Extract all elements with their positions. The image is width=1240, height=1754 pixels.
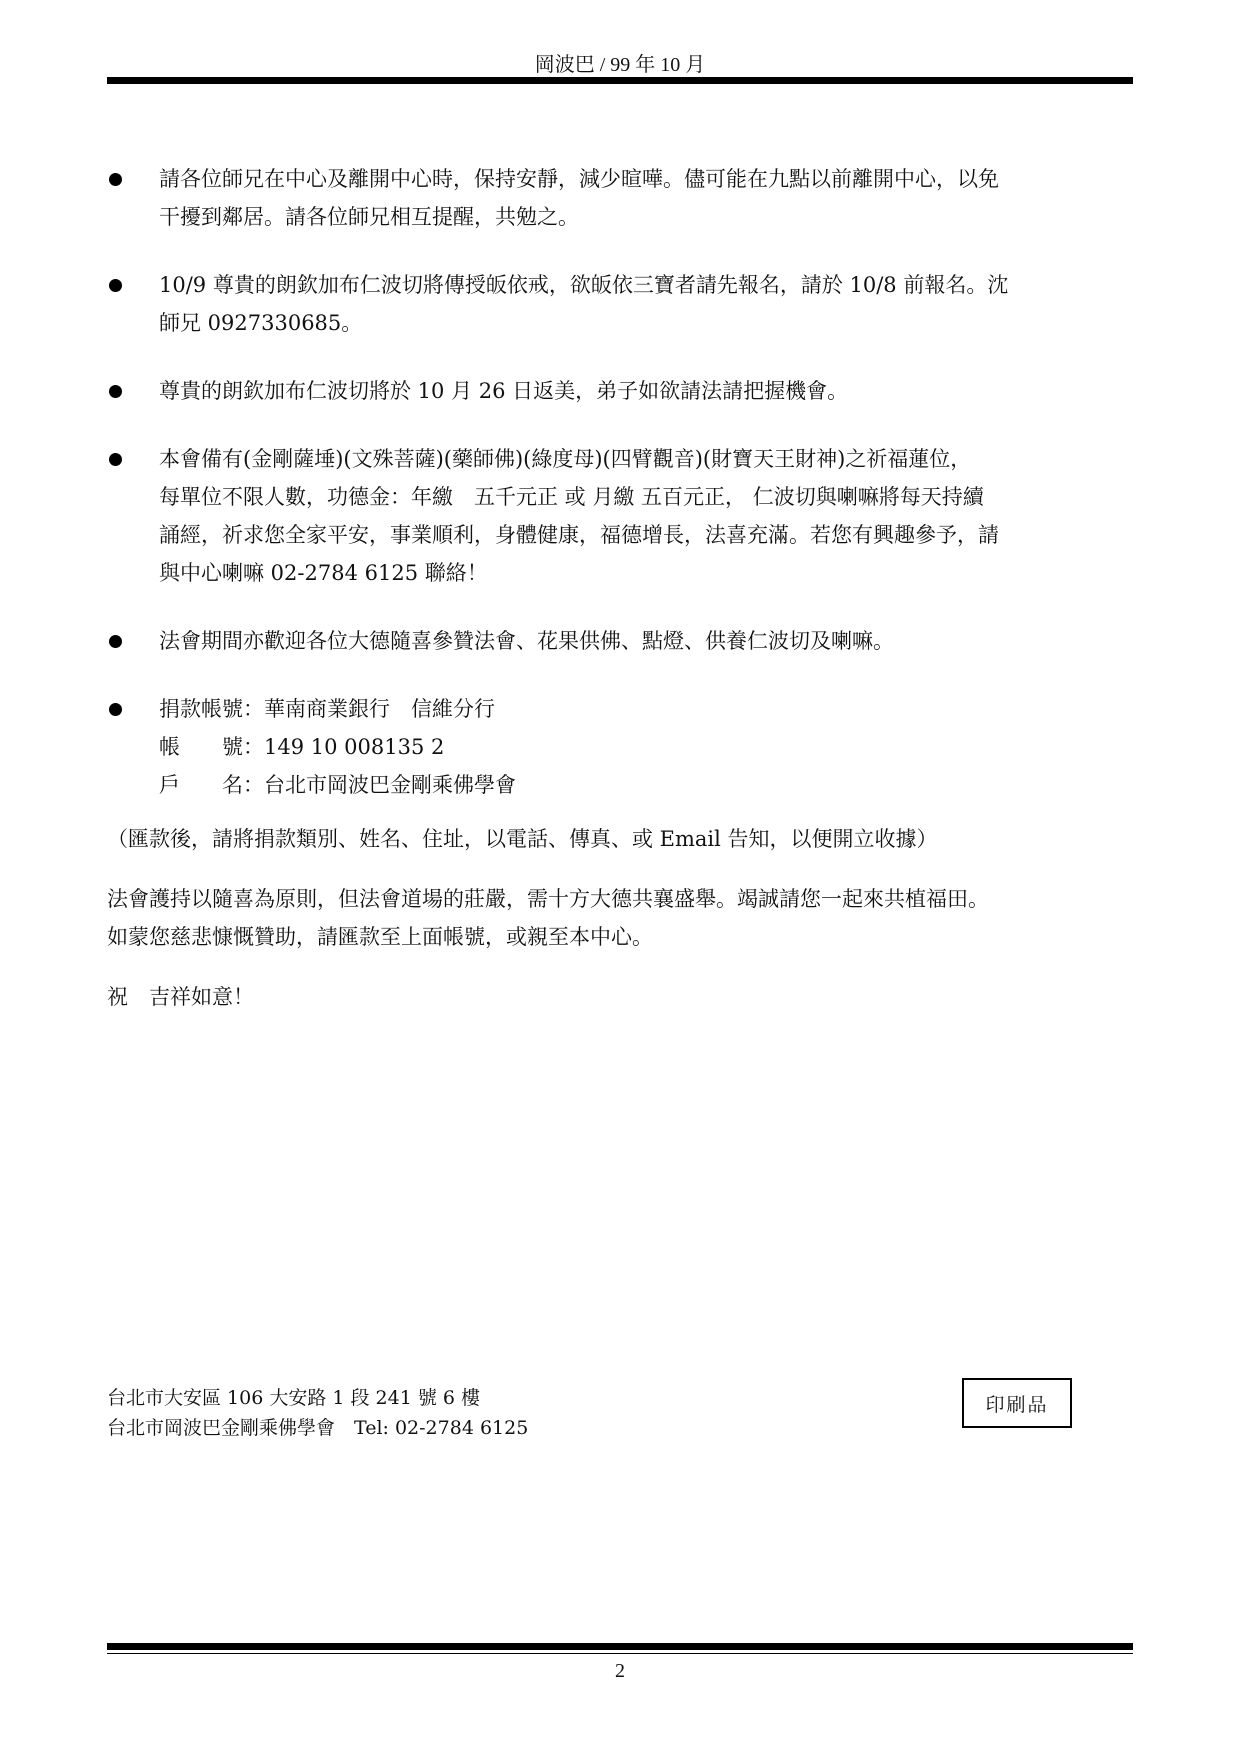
bullet-icon (109, 453, 122, 466)
address-line: 台北市岡波巴金剛乘佛學會 Tel: 02-2784 6125 (107, 1417, 529, 1439)
bullet-item-quiet (107, 160, 1147, 236)
account-holder: 戶 名：台北市岡波巴金剛乘佛學會 (159, 773, 516, 797)
bullet-line: 與中心喇嘛 02-2784 6125 聯絡！ (159, 561, 488, 585)
bullet-icon (109, 385, 122, 398)
bullet-line: 本會備有(金剛薩埵)(文殊菩薩)(藥師佛)(綠度母)(四臂觀音)(財寶天王財神)之祈福蓮位， (159, 447, 972, 471)
support-line: 法會護持以隨喜為原則，但法會道場的莊嚴，需十方大德共襄盛舉。竭誠請您一起來共植福田。 (107, 887, 989, 911)
footer-rule-thin (107, 1653, 1133, 1654)
address-line: 台北市大安區 106 大安路 1 段 241 號 6 樓 (107, 1387, 481, 1409)
bullet-line: 師兄 0927330685。 (159, 311, 363, 335)
bullet-item-account (107, 690, 1147, 804)
page-number: 2 (615, 1660, 625, 1682)
footer-address (107, 1383, 528, 1443)
support-line: 如蒙您慈悲慷慨贊助，請匯款至上面帳號，或親至本中心。 (107, 925, 653, 949)
bullet-icon (109, 703, 122, 716)
bullet-line: 請各位師兄在中心及離開中心時，保持安靜，減少暄嘩。儘可能在九點以前離開中心，以免 (159, 167, 999, 191)
account-number: 帳 號：149 10 008135 2 (159, 735, 445, 759)
bullet-line: 誦經，祈求您全家平安，事業順利，身體健康，福德增長，法喜充滿。若您有興趣參予，請 (159, 523, 999, 547)
bullet-line: 10/9 尊貴的朗欽加布仁波切將傳授皈依戒，欲皈依三寶者請先報名，請於 10/8 前報名。沈 (159, 273, 1009, 297)
header-rule (107, 77, 1133, 84)
bullet-line: 干擾到鄰居。請各位師兄相互提醒，共勉之。 (159, 205, 579, 229)
bullet-item-return (107, 372, 1147, 410)
page-header: 岡波巴 / 99 年 10 月 (534, 54, 706, 76)
account-bank: 捐款帳號：華南商業銀行 信維分行 (159, 697, 495, 721)
support-paragraph (107, 880, 1147, 956)
bullet-line: 法會期間亦歡迎各位大德隨喜參贊法會、花果供佛、點燈、供養仁波切及喇嘛。 (159, 629, 894, 653)
remittance-note: （匯款後，請將捐款類別、姓名、住址，以電話、傳真、或 Email 告知，以便開立收據） (107, 827, 938, 851)
bullet-line: 尊貴的朗欽加布仁波切將於 10 月 26 日返美，弟子如欲請法請把握機會。 (159, 379, 849, 403)
bullet-item-offerings (107, 622, 1147, 660)
bullet-icon (109, 173, 122, 186)
printed-matter-label: 印刷品 (962, 1378, 1072, 1428)
bullet-icon (109, 635, 122, 648)
closing-greeting: 祝 吉祥如意！ (107, 985, 254, 1009)
footer-rule (107, 1643, 1133, 1650)
bullet-line: 每單位不限人數，功德金：年繳 五千元正 或 月繳 五百元正， 仁波切與喇嘛將每天持續 (159, 485, 984, 509)
bullet-item-lotus (107, 440, 1147, 592)
bullet-item-refuge (107, 266, 1147, 342)
bullet-icon (109, 279, 122, 292)
document-body (107, 160, 1147, 1016)
